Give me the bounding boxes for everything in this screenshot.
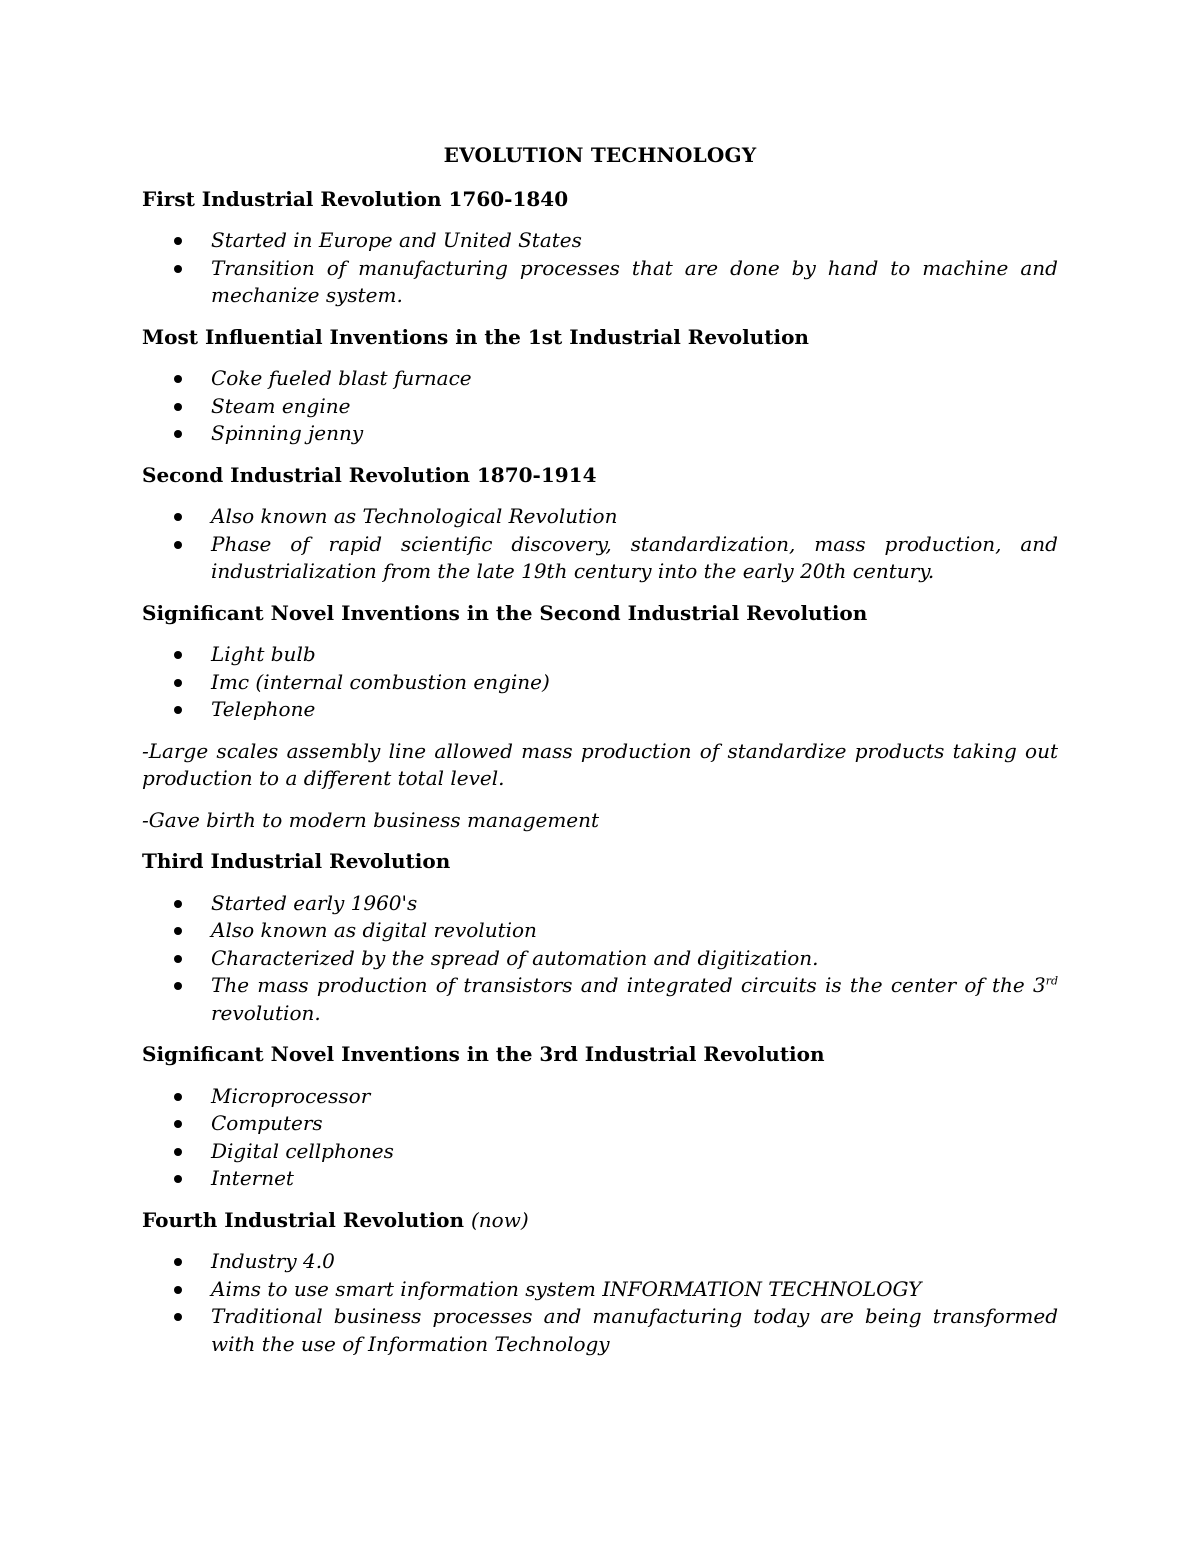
bullet-icon xyxy=(174,403,182,411)
ordinal-superscript: rd xyxy=(1045,974,1058,988)
section-heading-third-revolution: Third Industrial Revolution xyxy=(142,849,451,873)
list-item-text: Light bulb xyxy=(211,642,316,666)
bullet-icon xyxy=(174,1175,182,1183)
list-item-text: Telephone xyxy=(211,697,316,721)
bullet-icon xyxy=(174,265,182,273)
bullet-icon xyxy=(174,706,182,714)
bullet-icon xyxy=(174,955,182,963)
list-item-text: Started early 1960's xyxy=(211,890,418,915)
paragraph-assembly-line: -Large scales assembly line allowed mass production of standardize products taking out production to a different total level. xyxy=(142,738,1058,790)
bullet-icon xyxy=(174,927,182,935)
list-item-text: Internet xyxy=(211,1166,294,1190)
list-item xyxy=(142,1165,1058,1193)
list-item xyxy=(142,890,1058,918)
list-item xyxy=(142,365,1058,393)
list-item-text-after: revolution. xyxy=(211,1000,321,1025)
list-item-text: Also known as digital revolution xyxy=(211,918,537,942)
document-body xyxy=(142,142,1058,1372)
bullet-icon xyxy=(174,900,182,908)
list-item-text xyxy=(211,973,1058,1025)
list-item-text: Industry 4.0 xyxy=(211,1249,335,1273)
bullet-icon xyxy=(174,679,182,687)
bullet-icon xyxy=(174,651,182,659)
list-item-text-before: The mass production of transistors and integrated circuits is the center of the 3 xyxy=(211,973,1046,997)
list-item xyxy=(142,393,1058,421)
list-item-text: Transition of manufacturing processes that are done by hand to machine and mechanize system. xyxy=(211,255,1058,307)
document-title: EVOLUTION TECHNOLOGY xyxy=(443,143,757,167)
bullet-icon xyxy=(174,982,182,990)
list-item-text: Coke fueled blast furnace xyxy=(211,366,472,390)
bullet-icon xyxy=(174,541,182,549)
bullet-icon xyxy=(174,1258,182,1266)
list-item-text: Steam engine xyxy=(211,393,351,418)
list-item xyxy=(142,1303,1058,1358)
section-heading-first-inventions: Most Influential Inventions in the 1st Industrial Revolution xyxy=(142,324,809,349)
bullet-list-third-revolution xyxy=(142,890,1058,1028)
list-item xyxy=(142,945,1058,973)
list-item xyxy=(142,1083,1058,1111)
list-item-text: Also known as Technological Revolution xyxy=(211,504,618,528)
bullet-list-first-revolution xyxy=(142,227,1058,310)
list-item xyxy=(142,917,1058,945)
list-item-text: Started in Europe and United States xyxy=(211,228,582,252)
list-item-text: Characterized by the spread of automation and digitization. xyxy=(211,945,819,970)
paragraph-business-management: -Gave birth to modern business management xyxy=(142,807,600,832)
bullet-list-third-inventions xyxy=(142,1083,1058,1193)
list-item xyxy=(142,641,1058,669)
bullet-icon xyxy=(174,1120,182,1128)
list-item-text: Phase of rapid scientific discovery, standardization, mass production, and industrialization from the late 19th century into the early 20th century. xyxy=(211,531,1058,583)
section-heading-third-inventions: Significant Novel Inventions in the 3rd Industrial Revolution xyxy=(142,1042,825,1066)
heading-text: Fourth Industrial Revolution xyxy=(142,1207,465,1232)
list-item-text: Aims to use smart information system INFORMATION TECHNOLOGY xyxy=(211,1276,922,1301)
heading-note: (now) xyxy=(470,1207,529,1232)
list-item-text: Imc (internal combustion engine) xyxy=(211,669,550,694)
bullet-list-fourth-revolution xyxy=(142,1248,1058,1358)
section-heading-second-inventions: Significant Novel Inventions in the Second Industrial Revolution xyxy=(142,600,868,625)
list-item-text: Traditional business processes and manufacturing today are being transformed with the use of Information Technology xyxy=(211,1304,1058,1356)
list-item-text: Digital cellphones xyxy=(211,1138,394,1163)
bullet-icon xyxy=(174,1093,182,1101)
bullet-icon xyxy=(174,375,182,383)
section-heading-second-revolution: Second Industrial Revolution 1870-1914 xyxy=(142,462,597,487)
bullet-icon xyxy=(174,1313,182,1321)
list-item xyxy=(142,227,1058,255)
list-item xyxy=(142,1248,1058,1276)
bullet-icon xyxy=(174,513,182,521)
list-item-text: Spinning jenny xyxy=(211,421,364,445)
section-heading-fourth-revolution xyxy=(142,1207,1058,1235)
bullet-list-first-inventions xyxy=(142,365,1058,448)
bullet-icon xyxy=(174,237,182,245)
bullet-icon xyxy=(174,1286,182,1294)
list-item xyxy=(142,669,1058,697)
list-item xyxy=(142,1110,1058,1138)
bullet-icon xyxy=(174,1148,182,1156)
bullet-icon xyxy=(174,430,182,438)
list-item xyxy=(142,1276,1058,1304)
section-heading-first-revolution: First Industrial Revolution 1760-1840 xyxy=(142,186,569,211)
list-item-text: Computers xyxy=(211,1111,323,1135)
bullet-list-second-revolution xyxy=(142,503,1058,586)
list-item xyxy=(142,420,1058,448)
list-item xyxy=(142,503,1058,531)
list-item xyxy=(142,972,1058,1027)
list-item xyxy=(142,1138,1058,1166)
list-item-text: Microprocessor xyxy=(211,1083,371,1108)
list-item xyxy=(142,255,1058,310)
bullet-list-second-inventions xyxy=(142,641,1058,724)
list-item xyxy=(142,531,1058,586)
list-item xyxy=(142,696,1058,724)
